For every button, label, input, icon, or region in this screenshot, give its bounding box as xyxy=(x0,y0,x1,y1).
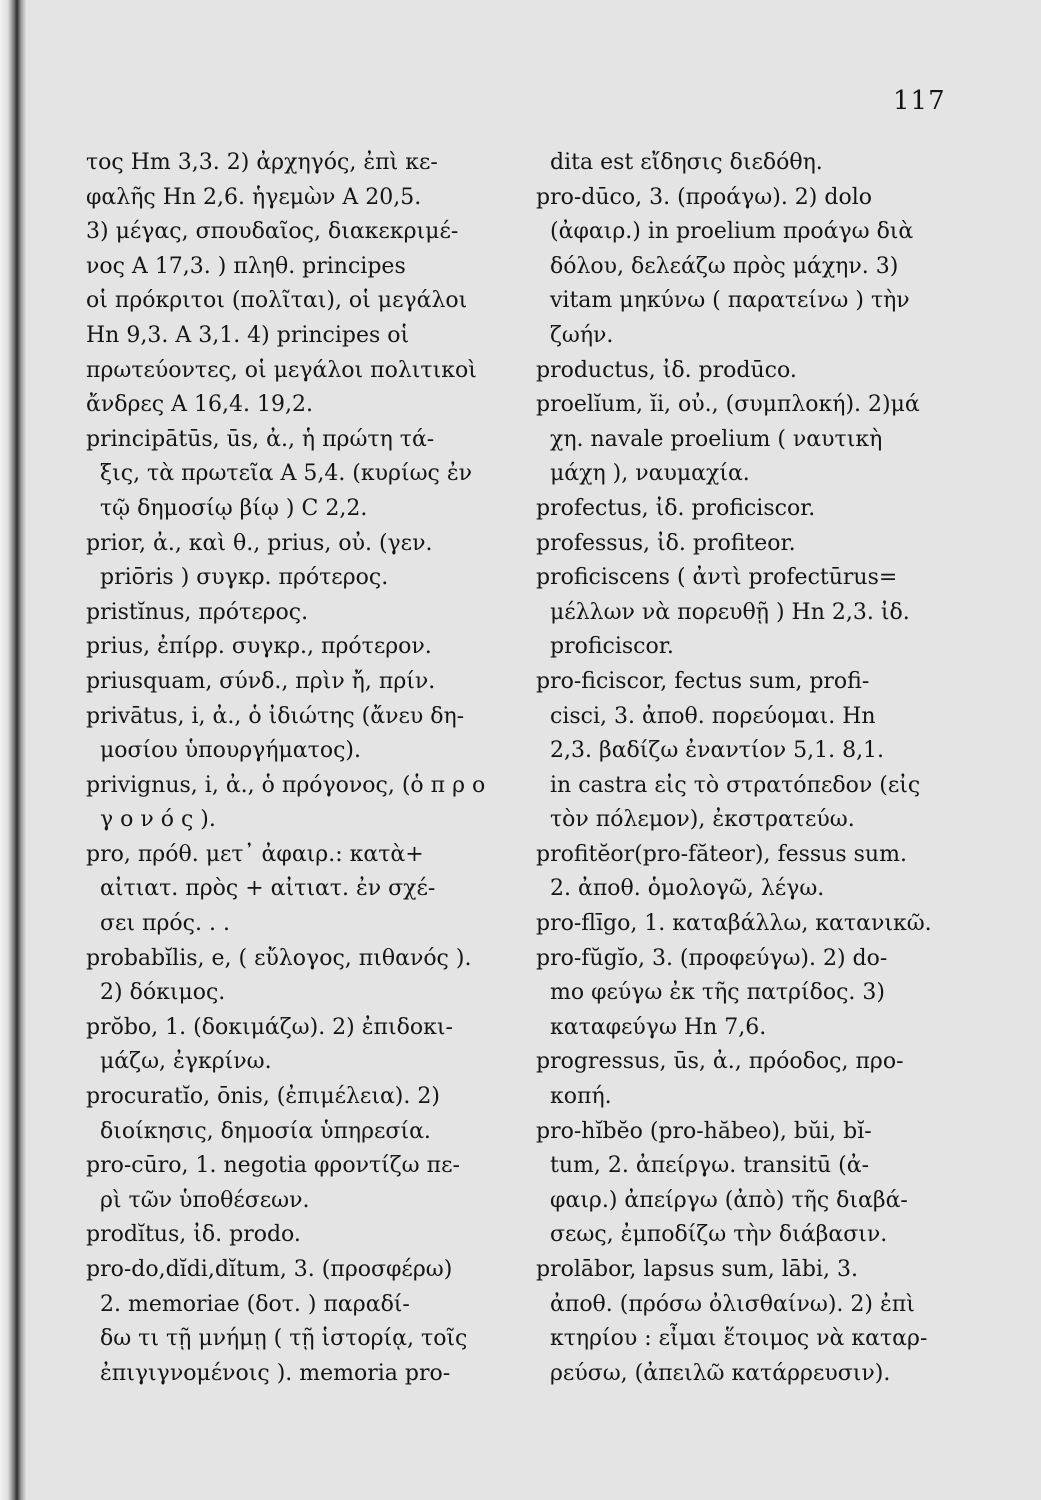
dictionary-line: τῷ δημοσίῳ βίῳ ) C 2,2. xyxy=(100,495,368,521)
dictionary-line: profectus, ἰδ. proficiscor. xyxy=(536,495,816,521)
dictionary-line: τος Hm 3,3. 2) ἀρχηγός, ἐπὶ κε- xyxy=(86,150,438,175)
dictionary-line: καταφεύγω Hn 7,6. xyxy=(550,1014,767,1040)
dictionary-line: 2. ἀποθ. ὁμολογῶ, λέγω. xyxy=(550,876,825,902)
dictionary-line: in castra εἰς τὸ στρατόπεδον (εἰς xyxy=(550,772,921,798)
dictionary-line: δω τι τῇ μνήμῃ ( τῇ ἱστορίᾳ, τοῖς xyxy=(100,1326,468,1352)
dictionary-line: σει πρός. . . xyxy=(100,911,230,937)
dictionary-line: cisci, 3. ἀποθ. πορεύομαι. Hn xyxy=(550,703,876,729)
dictionary-line: ἄνδρες A 16,4. 19,2. xyxy=(86,392,313,418)
dictionary-line: principātūs, ūs, ἀ., ἡ πρώτη τά- xyxy=(86,426,435,452)
dictionary-line: πρωτεύοντες, οἱ μεγάλοι πολιτικοὶ xyxy=(86,357,477,383)
dictionary-line: σεως, ἐμποδίζω τὴν διάβασιν. xyxy=(550,1222,888,1248)
dictionary-line: pro-dūco, 3. (προάγω). 2) dolo xyxy=(536,184,872,210)
dictionary-line: ἀποθ. (πρόσω ὀλισθαίνω). 2) ἐπὶ xyxy=(550,1291,915,1317)
dictionary-line: ἐπιγιγνομένοις ). memoria pro- xyxy=(100,1360,451,1386)
dictionary-line: productus, ἰδ. prodūco. xyxy=(536,357,797,383)
dictionary-line: progressus, ūs, ἀ., πρόοδος, προ- xyxy=(536,1049,904,1075)
dictionary-line: professus, ἰδ. profiteor. xyxy=(536,530,796,556)
dictionary-line: ξις, τὰ πρωτεῖα A 5,4. (κυρίως ἐν xyxy=(100,461,473,487)
dictionary-line: privignus, i, ἀ., ὁ πρόγονος, (ὁ π ρ ο xyxy=(86,772,486,798)
dictionary-line: profitĕor(pro-făteor), fessus sum. xyxy=(536,841,907,867)
dictionary-line: prolābor, lapsus sum, lābi, 3. xyxy=(536,1257,858,1282)
dictionary-line: prior, ἀ., καὶ θ., prius, οὐ. (γεν. xyxy=(86,530,433,556)
dictionary-line: prodĭtus, ἰδ. prodo. xyxy=(86,1222,301,1248)
dictionary-line: 2) δόκιμος. xyxy=(100,980,226,1006)
left-column xyxy=(86,146,506,1391)
dictionary-line: ρεύσω, (ἀπειλῶ κατάρρευσιν). xyxy=(550,1360,891,1386)
dictionary-line: 3) μέγας, σπουδαῖος, διακεκριμέ- xyxy=(86,219,459,245)
dictionary-line: κοπή. xyxy=(550,1084,612,1110)
dictionary-line: (ἀφαιρ.) in proelium προάγω διὰ xyxy=(550,219,914,245)
dictionary-line: μοσίου ὑπουργήματος). xyxy=(100,738,361,764)
dictionary-line: γ ο ν ό ς ). xyxy=(100,807,216,833)
dictionary-line: φαιρ.) ἀπείργω (ἀπὸ) τῆς διαβά- xyxy=(550,1187,908,1213)
dictionary-line: pro-cūro, 1. negotia φροντίζω πε- xyxy=(86,1153,460,1179)
dictionary-line: μάχη ), ναυμαχία. xyxy=(550,461,750,487)
dictionary-line: ρὶ τῶν ὑποθέσεων. xyxy=(100,1187,310,1213)
dictionary-line: mo φεύγω ἐκ τῆς πατρίδος. 3) xyxy=(550,980,885,1006)
dictionary-line: vitam μηκύνω ( παρατείνω ) τὴν xyxy=(550,288,910,314)
dictionary-line: pro-do,dĭdi,dĭtum, 3. (προσφέρω) xyxy=(86,1257,453,1282)
page-number: 117 xyxy=(893,86,946,116)
dictionary-line: pro-hĭbĕo (pro-hăbeo), bŭi, bĭ- xyxy=(536,1118,872,1144)
dictionary-line: procuratĭo, ōnis, (ἐπιμέλεια). 2) xyxy=(86,1084,440,1110)
dictionary-line: proelĭum, ĭi, οὐ., (συμπλοκή). 2)μά xyxy=(536,392,920,418)
dictionary-line: μέλλων νὰ πορευθῇ ) Hn 2,3. ἰδ. xyxy=(550,599,910,625)
dictionary-line: οἱ πρόκριτοι (πολῖται), οἱ μεγάλοι xyxy=(86,288,468,314)
dictionary-line: ζωήν. xyxy=(550,322,614,348)
dictionary-line: 2. memoriae (δοτ. ) παραδί- xyxy=(100,1291,410,1317)
dictionary-line: 2,3. βαδίζω ἐναντίον 5,1. 8,1. xyxy=(550,738,885,764)
dictionary-line: prius, ἐπίρρ. συγκρ., πρότερον. xyxy=(86,634,432,660)
dictionary-line: δόλου, δελεάζω πρὸς μάχην. 3) xyxy=(550,253,899,279)
dictionary-line: dita est εἴδησις διεδόθη. xyxy=(550,150,823,175)
dictionary-line: Hn 9,3. A 3,1. 4) principes οἱ xyxy=(86,322,410,348)
right-column xyxy=(536,146,966,1391)
dictionary-line: privātus, i, ἀ., ὁ ἰδιώτης (ἄνευ δη- xyxy=(86,703,465,729)
dictionary-line: τὸν πόλεμον), ἐκστρατεύω. xyxy=(550,807,855,833)
dictionary-line: proficiscor. xyxy=(550,634,674,660)
book-spine-shadow xyxy=(0,0,26,1500)
dictionary-line: proficiscens ( ἀντὶ profectūrus= xyxy=(536,565,898,591)
dictionary-line: φαλῆς Hn 2,6. ἡγεμὼν A 20,5. xyxy=(86,184,422,210)
dictionary-line: χη. navale proelium ( ναυτικὴ xyxy=(550,426,883,452)
dictionary-line: priusquam, σύνδ., πρὶν ἤ, πρίν. xyxy=(86,668,436,694)
dictionary-line: κτηρίου : εἶμαι ἕτοιμος νὰ καταρ- xyxy=(550,1326,928,1352)
dictionary-line: prŏbo, 1. (δοκιμάζω). 2) ἐπιδοκι- xyxy=(86,1014,453,1040)
dictionary-line: priōris ) συγκρ. πρότερος. xyxy=(100,565,389,591)
dictionary-line: pro-flīgo, 1. καταβάλλω, κατανικῶ. xyxy=(536,911,932,937)
dictionary-line: διοίκησις, δημοσία ὑπηρεσία. xyxy=(100,1118,431,1144)
dictionary-line: μάζω, ἐγκρίνω. xyxy=(100,1049,272,1075)
dictionary-line: pro, πρόθ. μετ᾽ ἀφαιρ.: κατὰ+ xyxy=(86,841,424,867)
dictionary-line: probabĭlis, e, ( εὔλογος, πιθανός ). xyxy=(86,945,472,971)
dictionary-line: αἰτιατ. πρὸς + αἰτιατ. ἐν σχέ- xyxy=(100,876,436,902)
dictionary-line: pro-fŭgĭo, 3. (προφεύγω). 2) do- xyxy=(536,945,888,971)
dictionary-line: νος A 17,3. ) πληθ. principes xyxy=(86,253,406,279)
dictionary-line: tum, 2. ἀπείργω. transitū (ἀ- xyxy=(550,1153,870,1179)
dictionary-line: pro-ficiscor, fectus sum, profi- xyxy=(536,668,870,694)
dictionary-line: pristĭnus, πρότερος. xyxy=(86,599,309,625)
